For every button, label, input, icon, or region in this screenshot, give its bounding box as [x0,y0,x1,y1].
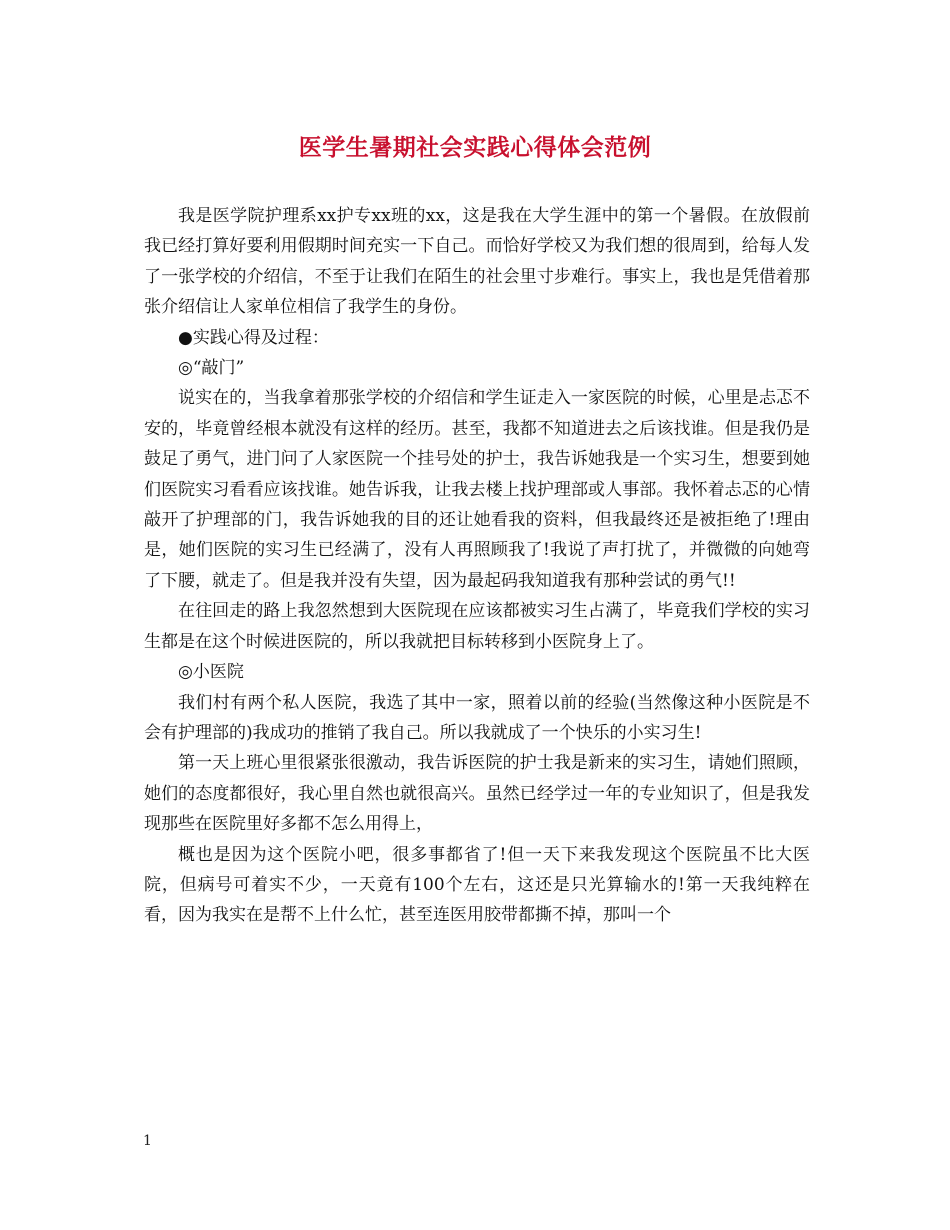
paragraph: 第一天上班心里很紧张很激动，我告诉医院的护士我是新来的实习生，请她们照顾，她们的态度都很好，我心里自然也就很高兴。虽然已经学过一年的专业知识了，但是我发现那些在医院里好多都不怎么用得上， [144,753,810,835]
paragraph: 我是医学院护理系xx护专xx班的xx，这是我在大学生涯中的第一个暑假。在放假前我已经打算好要利用假期时间充实一下自己。而恰好学校又为我们想的很周到，给每人发了一张学校的介绍信，不至于让我们在陌生的社会里寸步难行。事实上，我也是凭借着那张介绍信让人家单位相信了我学生的身份。 [144,206,810,318]
paragraph: 说实在的，当我拿着那张学校的介绍信和学生证走入一家医院的时候，心里是忐忑不安的，毕竟曾经根本就没有这样的经历。甚至，我都不知道进去之后该找谁。但是我仍是鼓足了勇气，进门问了人家医院一个挂号处的护士，我告诉她我是一个实习生，想要到她们医院实习看看应该找谁。她告诉我，让我去楼上找护理部或人事部。我怀着忐忑的心情敲开了护理部的门，我告诉她我的目的还让她看我的资料，但我最终还是被拒绝了!理由是，她们医院的实习生已经满了，没有人再照顾我了!我说了声打扰了，并微微的向她弯了下腰，就走了。但是我并没有失望，因为最起码我知道我有那种尝试的勇气!! [144,388,810,591]
paragraph: 概也是因为这个医院小吧，很多事都省了!但一天下来我发现这个医院虽不比大医院，但病号可着实不少，一天竟有100个左右，这还是只光算输水的!第一天我纯粹在看，因为我实在是帮不上什么忙，甚至连医用胶带都撕不掉，那叫一个 [144,844,810,926]
section-heading: ●实践心得及过程： [178,327,329,348]
subsection-heading: ◎小医院 [178,662,244,683]
document-body [144,201,810,931]
document-title: 医学生暑期社会实践心得体会范例 [298,134,652,161]
paragraph: 在往回走的路上我忽然想到大医院现在应该都被实习生占满了，毕竟我们学校的实习生都是在这个时候进医院的，所以我就把目标转移到小医院身上了。 [144,601,810,652]
paragraph: 我们村有两个私人医院，我选了其中一家，照着以前的经验(当然像这种小医院是不会有护理部的)我成功的推销了我自己。所以我就成了一个快乐的小实习生! [144,692,810,743]
page-number: 1 [143,1133,152,1149]
subsection-heading: ◎“敲门” [178,358,245,379]
